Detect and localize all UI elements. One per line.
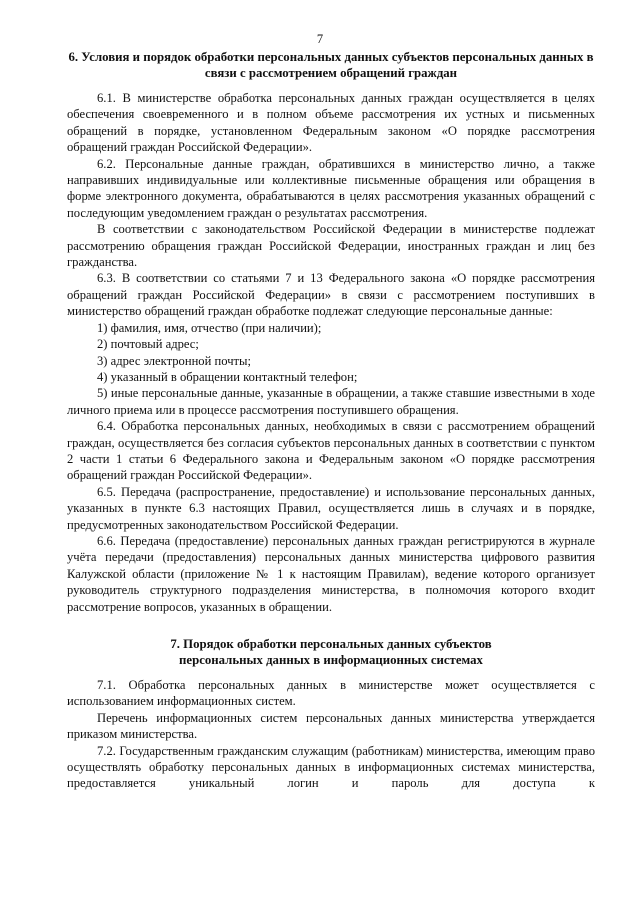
page-content — [67, 49, 595, 792]
paragraph-6-2: 6.2. Персональные данные граждан, обратившихся в министерство лично, а также направивших индивидуальные или коллективные письменные обращения или обращения в форме электронного документа, обрабатываются в целях рассмотрения указанных обращений с последующим уведомлением граждан о результатах рассмотрения. — [67, 156, 595, 220]
page-number: 7 — [316, 32, 324, 46]
section-7-heading — [67, 636, 595, 668]
list-item-2: 2) почтовый адрес; — [97, 337, 199, 352]
section-7-heading-line-1: 7. Порядок обработки персональных данных субъектов — [170, 637, 492, 651]
paragraph-6-2-continuation: В соответствии с законодательством Российской Федерации в министерстве подлежат рассмотрению обращения граждан Российской Федерации, иностранных граждан и лиц без гражданства. — [67, 222, 595, 270]
list-item-1: 1) фамилия, имя, отчество (при наличии); — [97, 320, 322, 335]
paragraph-6-5: 6.5. Передача (распространение, предоставление) и использование персональных данных, указанных в пункте 6.3 настоящих Правил, осуществляется лишь в случаях и в порядке, предусмотренных законодательством Российской Федерации. — [67, 484, 595, 532]
list-item-5: 5) иные персональные данные, указанные в обращении, а также ставшие известными в ходе личного приема или в процессе рассмотрения поступившего обращения. — [67, 386, 595, 417]
paragraph-7-2: 7.2. Государственным гражданским служащим (работникам) министерства, имеющим право осуществлять обработку персональных данных в информационных системах министерства, предоставляется уникальный логин и пароль для доступа к — [67, 743, 595, 791]
paragraph-6-6: 6.6. Передача (предоставление) персональных данных граждан регистрируются в журнале учёта передачи (предоставления) персональных данных министерства цифрового развития Калужской области (приложение № 1 к настоящим Правилам), ведение которого организует руководитель структурного подразделения министерства, в полномочия которого входит рассмотрение вопросов, указанных в обращении. — [67, 533, 595, 614]
paragraph-6-3: 6.3. В соответствии со статьями 7 и 13 Федерального закона «О порядке рассмотрения обращений граждан Российской Федерации» в связи с рассмотрением поступивших в министерство обращений граждан обработке подлежат следующие персональные данные: — [67, 271, 595, 319]
paragraph-6-4: 6.4. Обработка персональных данных, необходимых в связи с рассмотрением обращений граждан, осуществляется без согласия субъектов персональных данных в соответствии с пунктом 2 части 1 статьи 6 Федерального закона и Федеральным законом «О порядке рассмотрения обращений граждан Российской Федерации». — [67, 419, 595, 483]
paragraph-7-1-continuation: Перечень информационных систем персональных данных министерства утверждается приказом министерства. — [67, 710, 595, 742]
section-6-heading: 6. Условия и порядок обработки персональных данных субъектов персональных данных в связи с рассмотрением обращений граждан — [68, 50, 594, 80]
section-7-heading-line-2: персональных данных в информационных системах — [179, 653, 483, 667]
paragraph-6-1: 6.1. В министерстве обработка персональных данных граждан осуществляется в целях обеспечения своевременного и в полном объеме рассмотрения их устных и письменных обращений в порядке, установленном Федеральным законом «О порядке рассмотрения обращений граждан Российской Федерации». — [67, 91, 595, 155]
list-item-3: 3) адрес электронной почты; — [97, 353, 252, 368]
list-item-4: 4) указанный в обращении контактный телефон; — [97, 369, 358, 384]
paragraph-7-1: 7.1. Обработка персональных данных в министерстве может осуществляется с использованием информационных систем. — [67, 678, 595, 709]
